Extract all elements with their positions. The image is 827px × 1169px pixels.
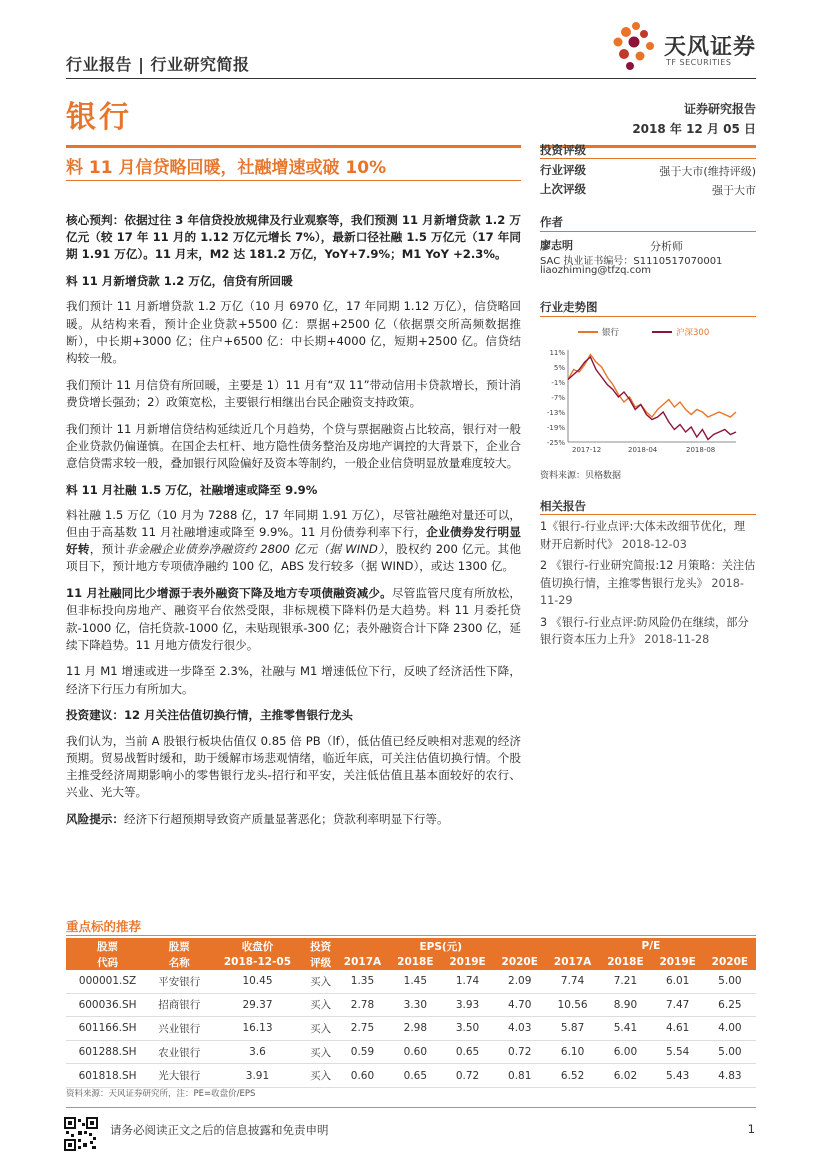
table-cell: 0.65 — [389, 1064, 441, 1088]
y-tick-label: 5% — [553, 364, 565, 372]
paragraph-advice: 我们认为，当前 A 股银行板块估值仅 0.85 倍 PB（lf），低估值已经反映相对悲观的经济预期。贸易战暂时缓和，助于缓解市场悲观情绪，临近年底，可关注估值切换行情。个股主推受经济周期影响小的零售银行龙头-招行和平安，关注低估值且基本面较好的农行、兴业、光大等。 — [66, 733, 521, 800]
table-cell: 2.09 — [494, 970, 546, 993]
industry-rating-value: 强于大市(维持评级) — [659, 165, 756, 178]
table-cell: 0.59 — [336, 1040, 390, 1064]
table-cell: 0.60 — [389, 1040, 441, 1064]
tsf2-text-a: 11 月社融同比少增源于表外融资下降及地方专项债融资减少。 — [66, 586, 392, 601]
table-cell: 5.54 — [652, 1040, 704, 1064]
table-cell: 招商银行 — [149, 993, 209, 1017]
th-sub-3: 评级 — [306, 954, 336, 970]
table-cell: 6.10 — [546, 1040, 600, 1064]
paragraph-loans-3: 我们预计 11 月新增信贷结构延续近几个月趋势，个贷与票据融资占比较高，银行对一般企业贷款仍偏谨慎。在国企去杠杆、地方隐性债务整治及房地产调控的大背景下，企业合意信贷需求较一般，叠加银行风险偏好及资本等制约，一般企业信贷明显放量难度较大。 — [66, 421, 521, 470]
rating-title: 投资评级 — [540, 143, 586, 157]
y-tick-label: -25% — [546, 439, 565, 447]
table-header-row-1 — [66, 938, 756, 954]
table-cell: 平安银行 — [149, 970, 209, 993]
table-cell: 买入 — [306, 970, 336, 993]
y-tick-label: 11% — [549, 349, 565, 357]
table-cell: 3.91 — [209, 1064, 305, 1088]
th-name: 股票 — [149, 938, 209, 954]
table-cell: 601288.SH — [66, 1040, 149, 1064]
author-title: 作者 — [540, 215, 563, 229]
table-cell: 6.52 — [546, 1064, 600, 1088]
related-item[interactable] — [540, 614, 756, 649]
disclaimer-text: 请务必阅读正文之后的信息披露和免责申明 — [110, 1123, 329, 1137]
logo-text-en: TF SECURITIES — [666, 58, 732, 67]
th-sub-10: 2019E — [652, 954, 704, 970]
page-title: 料 11 月信贷略回暖，社融增速或破 10% — [66, 158, 387, 178]
qr-code-icon — [64, 1117, 98, 1151]
th-sub-5: 2018E — [389, 954, 441, 970]
risk-label: 风险提示： — [66, 811, 124, 826]
table-cell: 4.61 — [652, 1017, 704, 1041]
title-underline — [66, 180, 521, 181]
table-row — [66, 993, 756, 1017]
table-title: 重点标的推荐 — [66, 919, 142, 934]
th-sub-1: 名称 — [149, 954, 209, 970]
related-item-date: 2018-11-28 — [644, 633, 710, 646]
footer-divider — [66, 1107, 756, 1108]
table-cell: 6.01 — [652, 970, 704, 993]
table-cell: 7.21 — [599, 970, 651, 993]
table-row — [66, 1040, 756, 1064]
table-cell: 买入 — [306, 993, 336, 1017]
paragraph-tsf-2 — [66, 585, 521, 654]
table-cell: 0.72 — [494, 1040, 546, 1064]
table-cell: 4.03 — [494, 1017, 546, 1041]
section-heading-loans: 料 11 月新增贷款 1.2 万亿，信贷有所回暖 — [66, 274, 293, 289]
paragraph-risk — [66, 811, 521, 828]
table-cell: 5.87 — [546, 1017, 600, 1041]
author-role: 分析师 — [650, 240, 683, 253]
table-cell: 601818.SH — [66, 1064, 149, 1088]
table-cell: 7.74 — [546, 970, 600, 993]
table-cell: 10.45 — [209, 970, 305, 993]
table-cell: 0.65 — [441, 1040, 493, 1064]
table-cell: 600036.SH — [66, 993, 149, 1017]
risk-text: 经济下行超预期导致资产质量显著恶化；贷款利率明显下行等。 — [123, 811, 449, 826]
table-cell: 2.98 — [389, 1017, 441, 1041]
prev-rating-value: 强于大市 — [712, 184, 756, 197]
report-category: 行业报告 | 行业研究简报 — [66, 55, 250, 74]
related-item[interactable] — [540, 557, 756, 610]
related-item-text: 2 《银行-行业研究简报:12 月策略：关注估值切换行情，主推零售银行龙头》 — [540, 559, 756, 590]
th-close: 收盘价 — [209, 938, 305, 954]
tsf-text-b: 企业债券发行明显好转 — [66, 525, 521, 557]
related-item-date: 2018-11-29 — [540, 576, 744, 607]
x-tick-label: 2018-08 — [686, 446, 716, 454]
tsf-text-a: 料社融 1.5 万亿（10 月为 7288 亿，17 年同期 1.91 万亿），尽管社融绝对量还可以，但由于高基数 11 月社融增速或降至 9.9%。11 月份债券利率下行， — [66, 507, 521, 540]
table-cell: 3.50 — [441, 1017, 493, 1041]
tsf-text-e: ，股权约 200 亿元。其他项目下，预计地方专项债净融约 100 亿，ABS 发行较多（据 WIND），或达 1300 亿。 — [66, 542, 521, 574]
table-cell: 买入 — [306, 1064, 336, 1088]
table-cell: 农业银行 — [149, 1040, 209, 1064]
tf-logo-icon — [608, 18, 664, 74]
y-axis — [547, 349, 568, 447]
author-cert: SAC 执业证书编号：S1110517070001 — [540, 256, 723, 267]
tsf2-text-b: 尽管监管尺度有所放松，但非标投向房地产、融资平台依然受限，非标规模下降料仍是大趋势。料 11 月委托贷款-1000 亿，信托贷款-1000 亿，未贴现银承-300 亿；表外融资合计下降 2300 亿，延续下降趋势。11 月地方债发行很少。 — [66, 586, 521, 652]
paragraph-loans-2: 我们预计 11 月信贷有所回暖，主要是 1）11 月有“双 11”带动信用卡贷款增长，预计消费贷增长强劲；2）政策宽松，主要银行相继出台民企融资支持政策。 — [66, 377, 521, 409]
table-cell: 1.45 — [389, 970, 441, 993]
paragraph-m1: 11 月 M1 增速或进一步降至 2.3%，社融与 M1 增速低位下行，反映了经济活性下降，经济下行压力有所加大。 — [66, 664, 521, 696]
table-cell: 16.13 — [209, 1017, 305, 1041]
table-cell: 买入 — [306, 1017, 336, 1041]
table-row — [66, 1064, 756, 1088]
related-title: 相关报告 — [540, 499, 586, 513]
related-item-date: 2018-12-03 — [621, 537, 687, 551]
paragraph-tsf-1 — [66, 507, 521, 576]
table-cell: 2.75 — [336, 1017, 390, 1041]
table-cell: 3.6 — [209, 1040, 305, 1064]
table-cell: 6.25 — [704, 993, 756, 1017]
core-forecast: 核心预判：依据过往 3 年信贷投放规律及行业观察等，我们预测 11 月新增贷款 1.2 万亿元（较 17 年 11 月的 1.12 万亿元增长 7%），最新口径社融 1.5 万亿元（17 年同期 1.91 万亿）。11 月末，M2 达 181.2 万亿，YoY+7.9%；M1 YoY +2.3%。 — [66, 213, 521, 262]
report-date: 2018 年 12 月 05 日 — [632, 122, 756, 136]
section-heading-tsf: 料 11 月社融 1.5 万亿，社融增速或降至 9.9% — [66, 482, 318, 497]
table-cell: 5.41 — [599, 1017, 651, 1041]
title-bar — [66, 145, 521, 148]
chart-source: 资料来源：贝格数据 — [540, 471, 622, 481]
x-tick-label: 2017-12 — [572, 446, 602, 454]
trend-chart — [540, 320, 756, 460]
author-email[interactable]: liaozhiming@tfzq.com — [540, 265, 651, 276]
table-cell: 601166.SH — [66, 1017, 149, 1041]
table-cell: 1.35 — [336, 970, 390, 993]
related-list — [540, 518, 756, 649]
th-sub-4: 2017A — [336, 954, 390, 970]
legend-label-hs300: 沪深300 — [676, 328, 710, 338]
table-cell: 8.90 — [599, 993, 651, 1017]
header-divider — [66, 78, 756, 79]
th-sub-6: 2019E — [441, 954, 493, 970]
logo-text-cn: 天风证券 — [664, 35, 757, 60]
table-cell: 1.74 — [441, 970, 493, 993]
y-tick-label: -7% — [551, 394, 565, 402]
tsf-text-d: 非金融企业债券净融资约 2800 亿元（据 WIND） — [125, 542, 385, 557]
related-item[interactable] — [540, 518, 756, 553]
stock-table — [66, 938, 756, 1088]
related-item-text: 1《银行-行业点评:大体未改细节优化，理财开启新时代》 — [540, 520, 746, 551]
paragraph-loans-1: 我们预计 11 月新增贷款 1.2 万亿（10 月 6970 亿，17 年同期 1.12 万亿），信贷略回暖。从结构来看，预计企业贷款+5500 亿：票据+2500 亿（依据票交所高频数据推断），中长期+3000 亿；住户+6500 亿：中长期+4000 亿，短期+2500 亿。信贷结构较一般。 — [66, 299, 521, 365]
table-body — [66, 970, 756, 1087]
table-cell: 6.02 — [599, 1064, 651, 1088]
th-sub-0: 代码 — [66, 954, 149, 970]
x-axis — [568, 442, 736, 454]
th-sub-8: 2017A — [546, 954, 600, 970]
table-cell: 3.93 — [441, 993, 493, 1017]
table-cell: 2.78 — [336, 993, 390, 1017]
x-tick-label: 2018-04 — [628, 446, 658, 454]
th-sub-11: 2020E — [704, 954, 756, 970]
table-cell: 6.00 — [599, 1040, 651, 1064]
sector-title: 银行 — [66, 100, 132, 135]
section-heading-advice: 投资建议：12 月关注估值切换行情，主推零售银行龙头 — [66, 708, 353, 723]
th-sub-9: 2018E — [599, 954, 651, 970]
table-source: 资料来源：天风证券研究所，注：PE=收盘价/EPS — [66, 1089, 256, 1099]
table-cell: 3.30 — [389, 993, 441, 1017]
y-tick-label: -13% — [546, 409, 565, 417]
trend-title: 行业走势图 — [540, 300, 598, 314]
prev-rating-label: 上次评级 — [540, 182, 586, 196]
table-title-divider — [66, 935, 756, 936]
table-cell: 7.47 — [652, 993, 704, 1017]
table-row — [66, 1017, 756, 1041]
table-cell: 兴业银行 — [149, 1017, 209, 1041]
legend — [578, 327, 709, 338]
report-type: 证券研究报告 — [683, 102, 756, 116]
table-cell: 5.00 — [704, 1040, 756, 1064]
table-cell: 0.81 — [494, 1064, 546, 1088]
table-cell: 4.83 — [704, 1064, 756, 1088]
table-cell: 5.00 — [704, 970, 756, 993]
table-cell: 光大银行 — [149, 1064, 209, 1088]
author-name: 廖志明 — [540, 239, 573, 252]
y-tick-label: -19% — [546, 424, 565, 432]
page-number: 1 — [747, 1122, 755, 1136]
series-line-hs300 — [568, 357, 736, 440]
table-header-row-2 — [66, 954, 756, 970]
table-cell: 10.56 — [546, 993, 600, 1017]
table-cell: 000001.SZ — [66, 970, 149, 993]
author-divider — [540, 231, 756, 232]
series-group — [568, 355, 736, 440]
th-sub-2: 2018-12-05 — [209, 954, 305, 970]
th-sub-7: 2020E — [494, 954, 546, 970]
tsf-text-c: ，预计 — [89, 542, 126, 557]
y-tick-label: -1% — [551, 379, 565, 387]
table-row — [66, 970, 756, 993]
table-cell: 0.60 — [336, 1064, 390, 1088]
table-cell: 5.43 — [652, 1064, 704, 1088]
table-cell: 4.00 — [704, 1017, 756, 1041]
th-rating: 投资 — [306, 938, 336, 954]
legend-label-bank: 银行 — [602, 328, 620, 338]
th-code: 股票 — [66, 938, 149, 954]
rating-divider — [540, 158, 756, 159]
table-cell: 4.70 — [494, 993, 546, 1017]
related-item-text: 3 《银行-行业点评:防风险仍在继续，部分银行资本压力上升》 — [540, 615, 749, 646]
table-cell: 买入 — [306, 1040, 336, 1064]
industry-rating-label: 行业评级 — [540, 163, 586, 177]
trend-divider — [540, 316, 756, 317]
main-body — [66, 212, 521, 838]
table-cell: 29.37 — [209, 993, 305, 1017]
th-pe: P/E — [546, 938, 756, 954]
table-cell: 0.72 — [441, 1064, 493, 1088]
th-eps: EPS(元) — [336, 938, 546, 954]
related-divider — [540, 514, 756, 515]
